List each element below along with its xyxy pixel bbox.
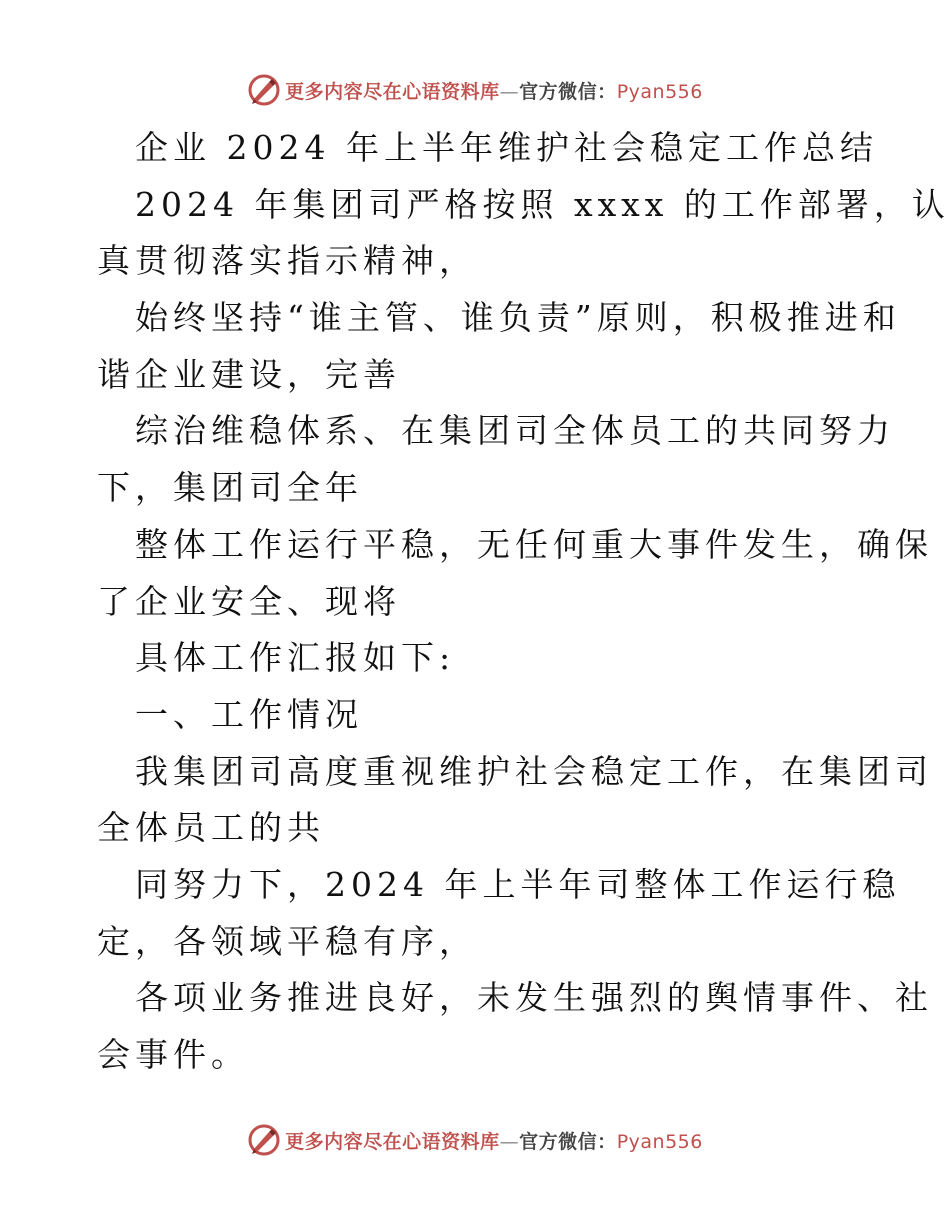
paragraph-line: 综治维稳体系、在集团司全体员工的共同努力 — [135, 411, 895, 451]
document-title: 企业 2024 年上半年维护社会稳定工作总结 — [135, 128, 878, 167]
banner-wechat-id: Pyan556 — [616, 80, 703, 103]
paragraph-line: 谐企业建设，完善 — [97, 354, 401, 394]
banner-wechat-label: 官方微信： — [519, 80, 617, 103]
paragraph-line: 2024 年集团司严格按照 xxxx 的工作部署，认 — [135, 184, 950, 224]
paragraph-line: 定，各领域平稳有序， — [97, 921, 477, 961]
paragraph-line: 我集团司高度重视维护社会稳定工作，在集团司 — [135, 751, 933, 791]
paragraph-line: 始终坚持“谁主管、谁负责”原则，积极推进和 — [135, 298, 901, 338]
section-heading: 一、工作情况 — [135, 694, 363, 734]
banner-brand-text: 更多内容尽在心语资料库 — [285, 80, 500, 103]
paragraph-line: 各项业务推进良好，未发生强烈的舆情事件、社 — [135, 978, 933, 1018]
paragraph-line: 整体工作运行平稳，无任何重大事件发生，确保 — [135, 524, 933, 564]
paragraph-line: 真贯彻落实指示精神， — [97, 241, 477, 281]
paragraph-line: 同努力下，2024 年上半年司整体工作运行稳 — [135, 864, 901, 904]
paragraph-line: 了企业安全、现将 — [97, 581, 401, 621]
paragraph-line: 具体工作汇报如下: — [135, 638, 456, 678]
footer-watermark-banner — [0, 1118, 950, 1162]
banner-wechat-label: 官方微信： — [519, 1130, 617, 1153]
paragraph-line: 下，集团司全年 — [97, 468, 363, 508]
paragraph-line: 会事件。 — [97, 1035, 249, 1074]
pen-logo-icon — [247, 73, 281, 107]
pen-logo-icon — [247, 1123, 281, 1157]
banner-dash: — — [499, 1130, 520, 1153]
banner-dash: — — [499, 80, 520, 103]
document-body — [97, 120, 950, 1084]
header-watermark-banner — [0, 68, 950, 112]
banner-brand-text: 更多内容尽在心语资料库 — [285, 1130, 500, 1153]
paragraph-line: 全体员工的共 — [97, 808, 325, 848]
banner-wechat-id: Pyan556 — [616, 1130, 703, 1153]
